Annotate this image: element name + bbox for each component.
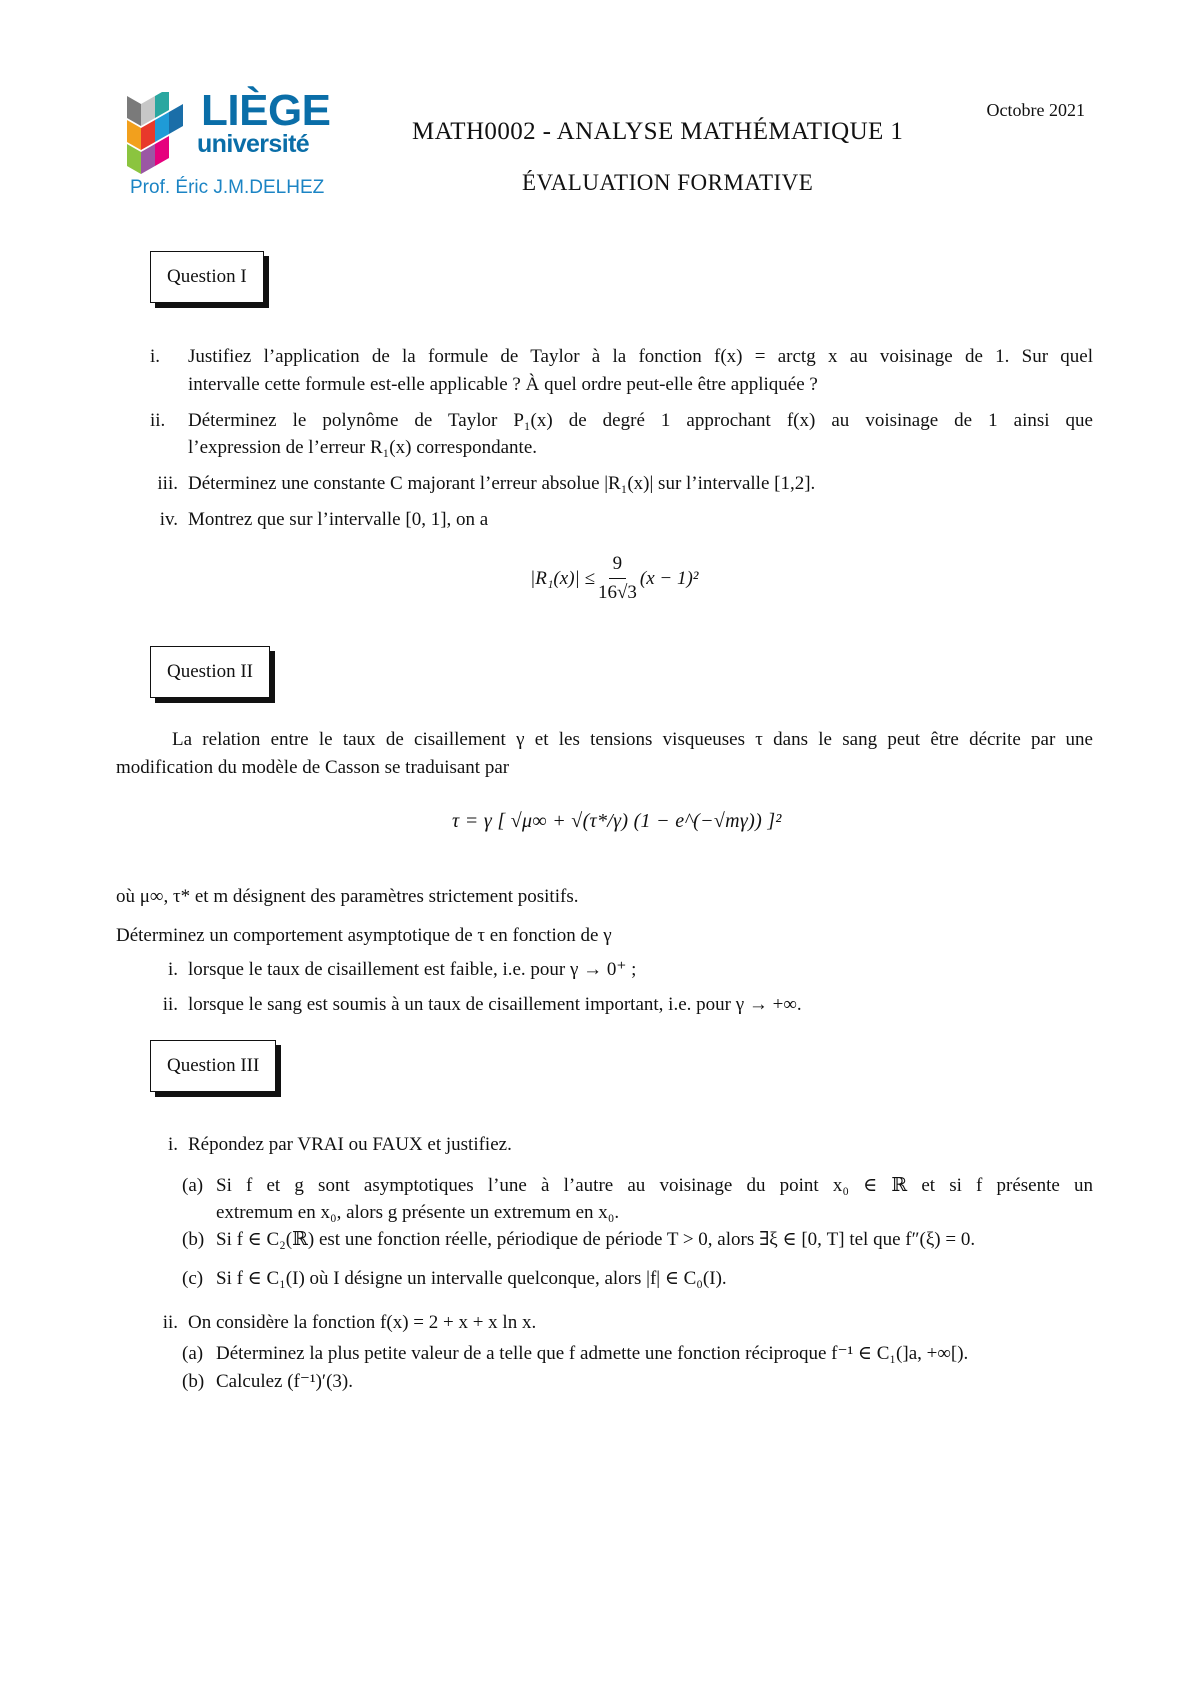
formula-denominator: 16√3 (597, 582, 637, 603)
q3-item-ii (150, 1311, 536, 1335)
sub-text: Calculez (f⁻¹)′(3). (216, 1371, 353, 1392)
q1-item-i (150, 345, 1093, 369)
item-label: iv. (159, 509, 178, 530)
item-label: i. (167, 1134, 178, 1155)
item-text: Justifiez l’application de la formule de Taylor à la fonction f(x) = arctg x au voisinage de 1. Sur quel (188, 346, 1093, 367)
item-text: Répondez par VRAI ou FAUX et justifiez. (188, 1134, 512, 1155)
question-1-title: Question I (150, 251, 264, 303)
item-text: lorsque le taux de cisaillement est faible, i.e. pour γ → 0⁺ ; (188, 959, 637, 980)
uliege-logo-mark-icon (127, 92, 183, 176)
q2-formula: τ = γ [ √μ∞ + √(τ*/γ) (1 − e^(−√mγ)) ]² (452, 810, 782, 832)
sub-label: (b) (182, 1371, 205, 1392)
sub-label: (c) (182, 1268, 204, 1289)
q3-ii-sub-b (182, 1370, 353, 1394)
q2-paragraph-line-2: modification du modèle de Casson se traduisant par (116, 757, 510, 778)
q1-item-iii (150, 472, 815, 496)
sub-text: Si f ∈ C₁(I) où I désigne un intervalle quelconque, alors |f| ∈ C₀(I). (216, 1268, 727, 1289)
date: Octobre 2021 (986, 100, 1085, 120)
q1-item-ii (150, 409, 1093, 433)
q1-item-i-cont: intervalle cette formule est-elle applicable ? À quel ordre peut-elle être appliquée ? (188, 374, 818, 395)
item-text: On considère la fonction f(x) = 2 + x + x ln x. (188, 1312, 537, 1333)
q1-item-ii-cont: l’expression de l’erreur R₁(x) correspondante. (188, 437, 538, 458)
q2-question: Déterminez un comportement asymptotique de τ en fonction de γ (116, 925, 612, 946)
q2-paragraph-line-1: La relation entre le taux de cisaillement γ et les tensions visqueuses τ dans le sang peut être décrite par une (172, 729, 1093, 750)
question-2-title: Question II (150, 646, 270, 698)
question-3-title: Question III (150, 1040, 276, 1092)
q1-item-iv (150, 508, 488, 532)
item-label: iii. (157, 473, 178, 494)
item-label: ii. (162, 994, 178, 1015)
formula-numerator: 9 (609, 552, 627, 579)
item-label: ii. (162, 1312, 178, 1333)
formula-lhs: |R₁(x)| ≤ (530, 567, 595, 589)
sub-text: Déterminez la plus petite valeur de a telle que f admette une fonction réciproque f⁻¹ ∈ C₁(]a, +∞[). (216, 1343, 969, 1364)
q3-sub-c (182, 1267, 727, 1291)
q2-item-ii (150, 993, 802, 1017)
item-text: Déterminez le polynôme de Taylor P₁(x) de degré 1 approchant f(x) au voisinage de 1 ainsi que (188, 410, 1093, 431)
logo-universite-text: université (197, 130, 310, 158)
q2-item-i (150, 958, 636, 982)
formula-rhs: (x − 1)² (639, 567, 699, 589)
evaluation-title: ÉVALUATION FORMATIVE (522, 170, 814, 195)
logo-liege-text: LIÈGE (201, 86, 331, 135)
item-label: i. (150, 346, 161, 367)
q3-sub-a (182, 1174, 1093, 1198)
q3-item-i (150, 1133, 512, 1157)
course-title: MATH0002 - ANALYSE MATHÉMATIQUE 1 (412, 118, 904, 145)
item-label: ii. (150, 410, 166, 431)
q3-sub-a-cont: extremum en x₀, alors g présente un extremum en x₀. (216, 1202, 620, 1223)
professor-name: Prof. Éric J.M.DELHEZ (130, 177, 325, 198)
sub-text: Si f ∈ C₂(ℝ) est une fonction réelle, périodique de période T > 0, alors ∃ξ ∈ [0, T] tel que f″(ξ) = 0. (216, 1229, 976, 1250)
sub-text: Si f et g sont asymptotiques l’une à l’autre au voisinage du point x₀ ∈ ℝ et si f présente un (216, 1175, 1093, 1196)
sub-label: (a) (182, 1343, 204, 1364)
q3-sub-b (182, 1228, 975, 1252)
item-label: i. (167, 959, 178, 980)
item-text: Déterminez une constante C majorant l’erreur absolue |R₁(x)| sur l’intervalle [1,2]. (188, 473, 816, 494)
q3-ii-sub-a (182, 1342, 968, 1366)
item-text: Montrez que sur l’intervalle [0, 1], on a (188, 509, 489, 530)
item-text: lorsque le sang est soumis à un taux de cisaillement important, i.e. pour γ → +∞. (188, 994, 802, 1015)
sub-label: (b) (182, 1229, 205, 1250)
q1-formula (530, 552, 698, 605)
q2-parameters: où μ∞, τ* et m désignent des paramètres strictement positifs. (116, 886, 579, 907)
sub-label: (a) (182, 1175, 204, 1196)
